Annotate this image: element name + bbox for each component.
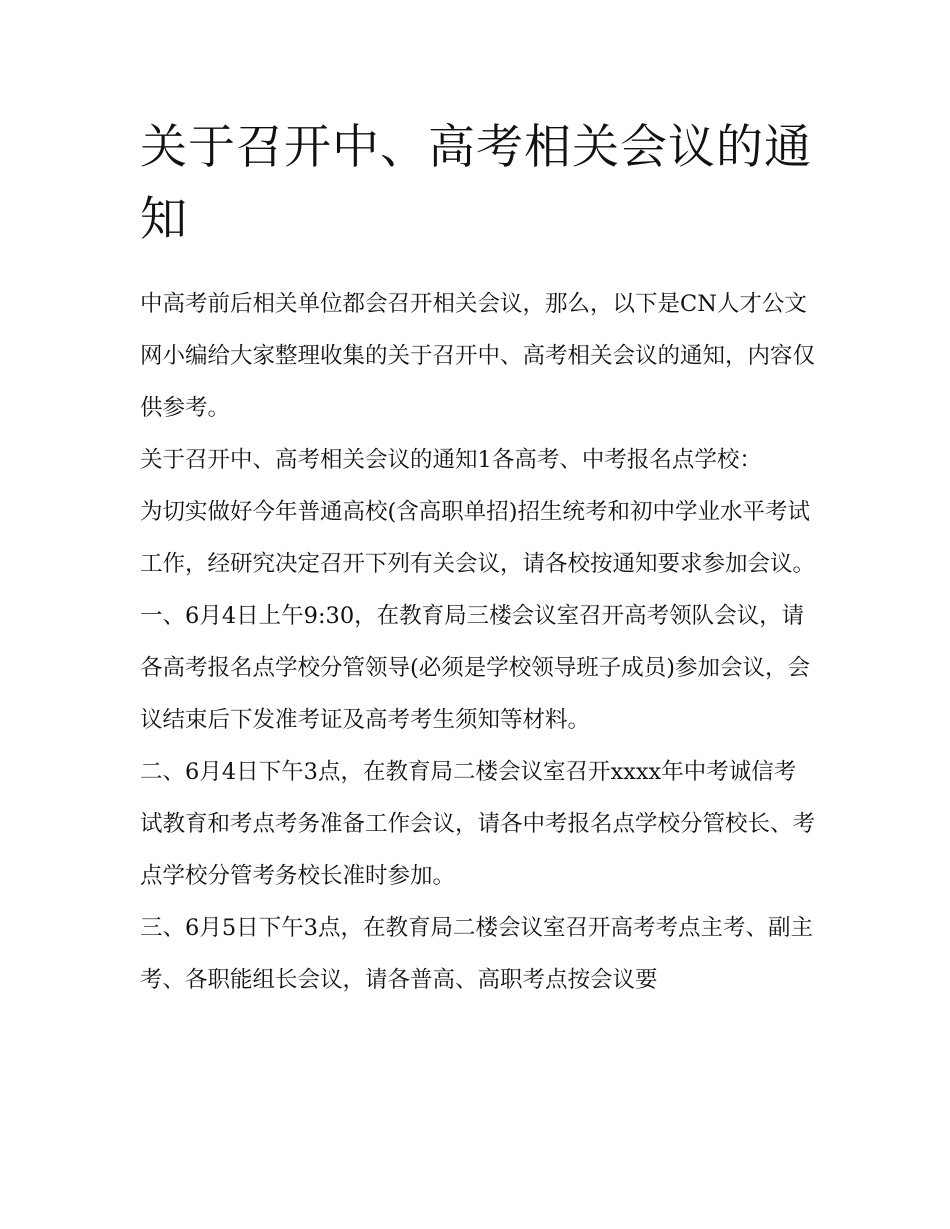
purpose-paragraph: 为切实做好今年普通高校(含高职单招)招生统考和初中学业水平考试工作，经研究决定召开下列有关会议，请各校按通知要求参加会议。 <box>140 499 816 577</box>
item-two-paragraph: 二、6月4日下午3点，在教育局二楼会议室召开xxxx年中考诚信考试教育和考点考务准备工作会议，请各中考报名点学校分管校长、考点学校分管考务校长准时参加。 <box>140 759 816 889</box>
notice-heading-paragraph: 关于召开中、高考相关会议的通知1各高考、中考报名点学校： <box>140 447 762 473</box>
item-three-paragraph: 三、6月5日下午3点，在教育局二楼会议室召开高考考点主考、副主考、各职能组长会议，请各普高、高职考点按会议要 <box>140 915 813 993</box>
item-one-paragraph: 一、6月4日上午9:30，在教育局三楼会议室召开高考领队会议，请各高考报名点学校分管领导(必须是学校领导班子成员)参加会议，会议结束后下发准考证及高考考生须知等材料。 <box>140 603 811 733</box>
document-body <box>140 278 815 1006</box>
intro-paragraph: 中高考前后相关单位都会召开相关会议，那么，以下是CN人才公文网小编给大家整理收集的关于召开中、高考相关会议的通知，内容仅供参考。 <box>140 291 816 421</box>
document-title: 关于召开中、高考相关会议的通知 <box>140 120 812 247</box>
